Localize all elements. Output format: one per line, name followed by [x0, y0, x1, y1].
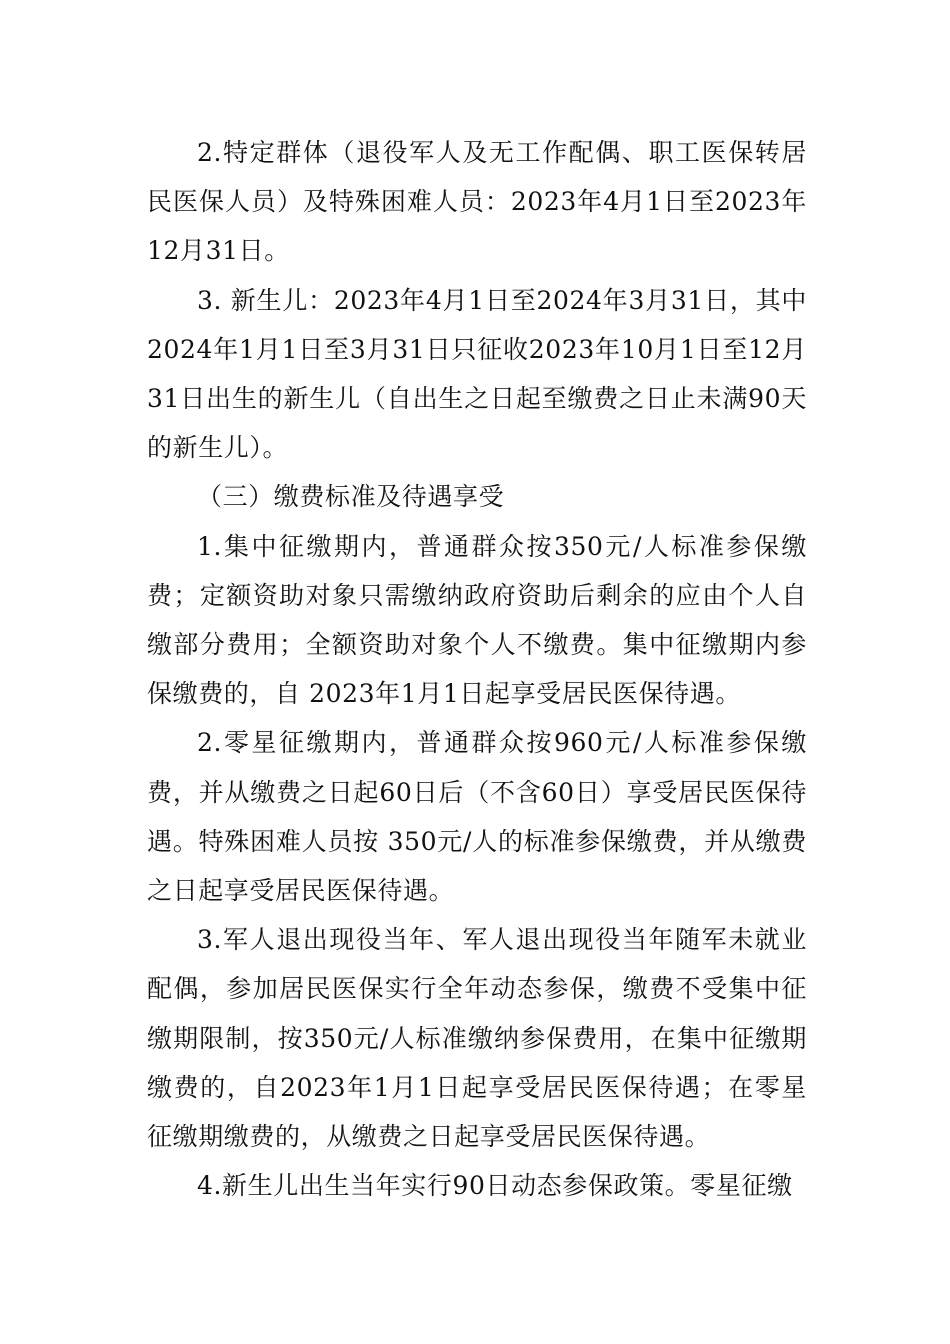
- paragraph-newborn-period: 3. 新生儿：2023年4月1日至2024年3月31日，其中2024年1月1日至3月31日只征收2023年10月1日至12月31日出生的新生儿（自出生之日起至缴费之日止未满90天的新生儿）。: [147, 285, 807, 463]
- paragraph-veterans: 3.军人退出现役当年、军人退出现役当年随军未就业配偶，参加居民医保实行全年动态参保，缴费不受集中征缴期限制，按350元/人标准缴纳参保费用，在集中征缴期缴费的，自2023年1月1日起享受居民医保待遇；在零星征缴期缴费的，从缴费之日起享受居民医保待遇。: [147, 925, 807, 1152]
- paragraph-newborn-policy: 4.新生儿出生当年实行90日动态参保政策。零星征缴: [197, 1171, 793, 1201]
- paragraph-centralized-collection: 1.集中征缴期内，普通群众按350元/人标准参保缴费；定额资助对象只需缴纳政府资助后剩余的应由个人自缴部分费用；全额资助对象个人不缴费。集中征缴期内参保缴费的，自 2023年1月1日起享受居民医保待遇。: [147, 531, 807, 709]
- paragraph-special-groups-period: 2.特定群体（退役军人及无工作配偶、职工医保转居民医保人员）及特殊困难人员：2023年4月1日至2023年12月31日。: [147, 138, 807, 266]
- document-body: [147, 128, 807, 1210]
- paragraph-sporadic-collection: 2.零星征缴期内，普通群众按960元/人标准参保缴费，并从缴费之日起60日后（不含60日）享受居民医保待遇。特殊困难人员按 350元/人的标准参保缴费，并从缴费之日起享受居民医保待遇。: [147, 728, 807, 906]
- section-heading-payment-standards: （三）缴费标准及待遇享受: [197, 482, 505, 512]
